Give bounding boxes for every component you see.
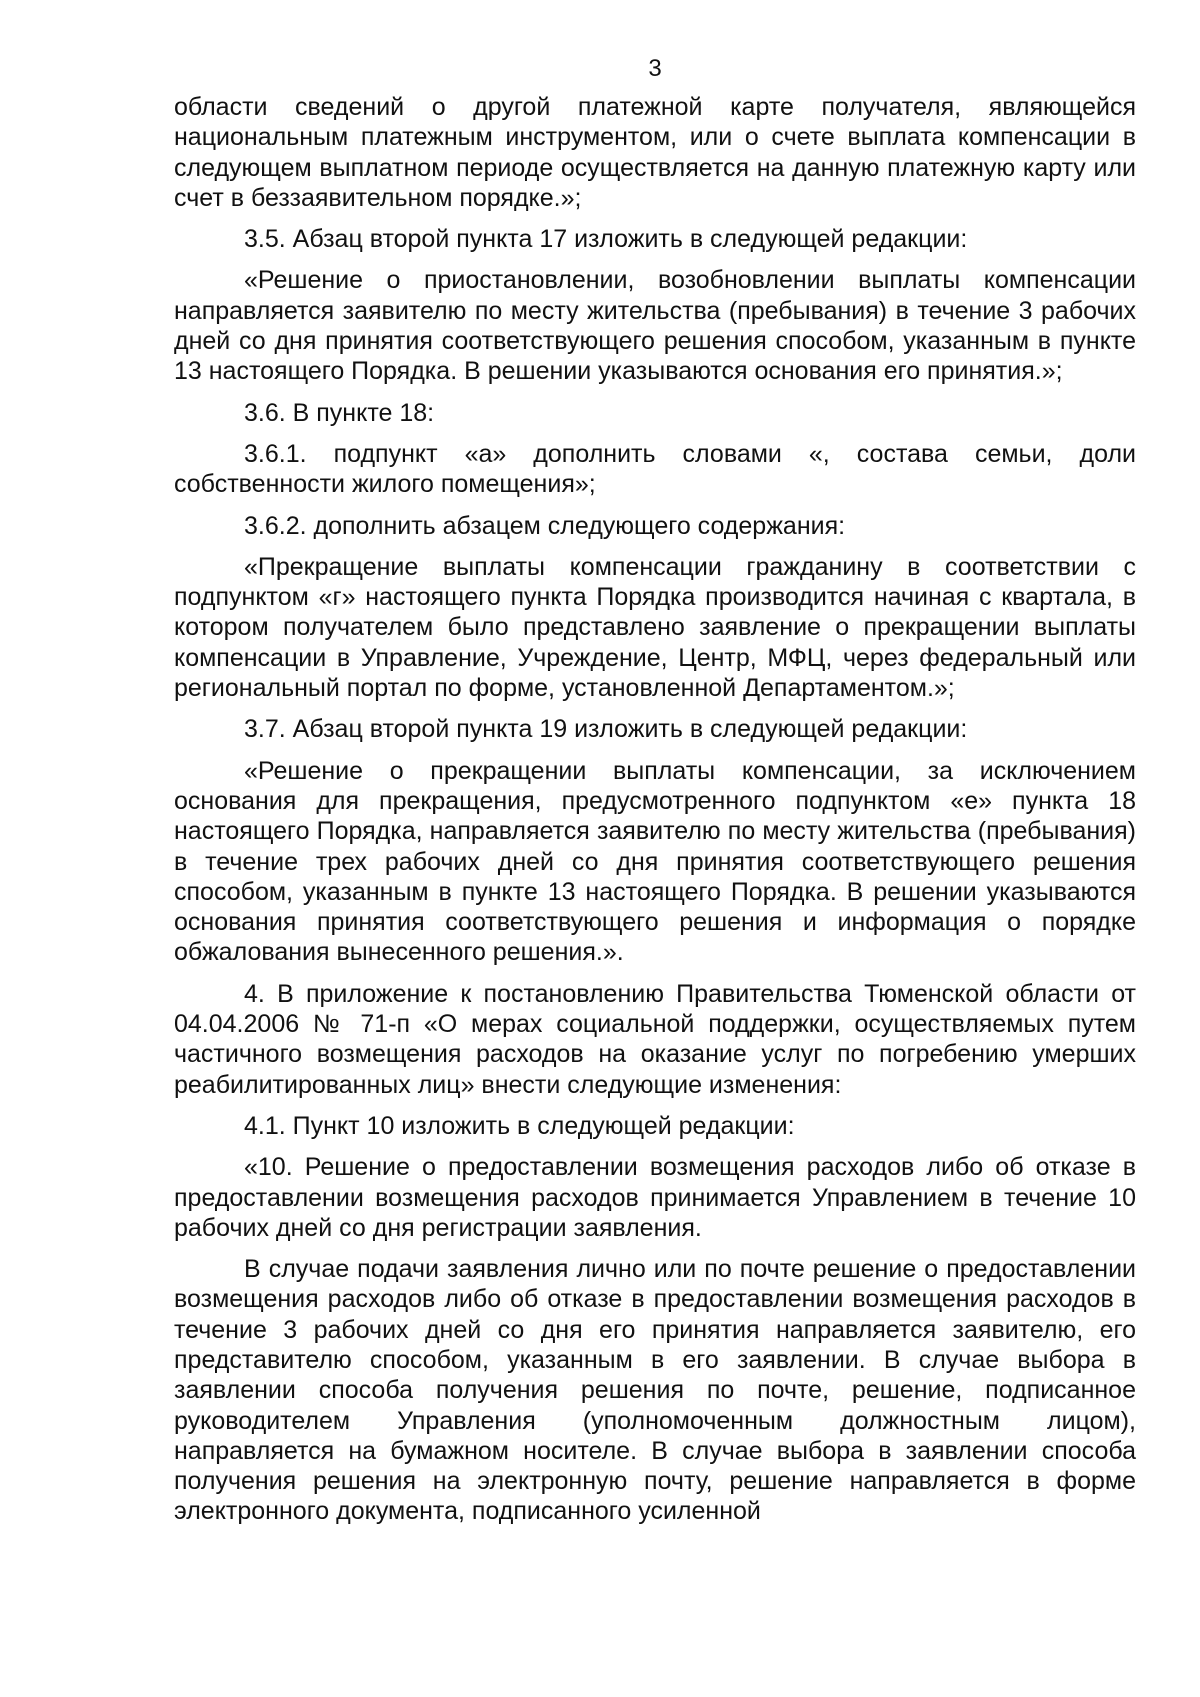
paragraph-item-3-5: 3.5. Абзац второй пункта 17 изложить в следующей редакции: [244,225,968,254]
document-page [174,54,1136,1538]
paragraph-quote-3-6-2: «Прекращение выплаты компенсации гражданину в соответствии с подпунктом «г» настоящего пункта Порядка производится начиная с квартала, в котором получателем было представлено заявление о прекращении выплаты компенсации в Управление, Учреждение, Центр, МФЦ, через федеральный или региональный портал по форме, установленной Департаментом.»; [174,552,1136,703]
paragraph-item-4-1: 4.1. Пункт 10 изложить в следующей редакции: [244,1111,795,1140]
paragraph-item-3-6-2: 3.6.2. дополнить абзацем следующего содержания: [244,511,846,540]
paragraph-item-4: 4. В приложение к постановлению Правительства Тюменской области от 04.04.2006 № 71-п «О мерах социальной поддержки, осуществляемых путем частичного возмещения расходов на оказание услуг по погребению умерших реабилитированных лиц» внести следующие изменения: [174,979,1136,1099]
paragraph-item-3-7: 3.7. Абзац второй пункта 19 изложить в следующей редакции: [244,715,968,744]
paragraph-quote-3-5: «Решение о приостановлении, возобновлении выплаты компенсации направляется заявителю по месту жительства (пребывания) в течение 3 рабочих дней со дня принятия соответствующего решения способом, указанным в пункте 13 настоящего Порядка. В решении указываются основания его принятия.»; [174,266,1136,386]
paragraph-quote-10: «10. Решение о предоставлении возмещения расходов либо об отказе в предоставлении возмещения расходов принимается Управлением в течение 10 рабочих дней со дня регистрации заявления. [174,1153,1136,1242]
paragraph-item-3-6: 3.6. В пункте 18: [244,398,435,427]
paragraph-continuation: области сведений о другой платежной карте получателя, являющейся национальным платежным инструментом, или о счете выплата компенсации в следующем выплатном периоде осуществляется на данную платежную карту или счет в беззаявительном порядке.»; [174,93,1136,212]
paragraph-quote-3-7: «Решение о прекращении выплаты компенсации, за исключением основания для прекращения, предусмотренного подпунктом «е» пункта 18 настоящего Порядка, направляется заявителю по месту жительства (пребывания) в течение трех рабочих дней со дня принятия соответствующего решения способом, указанным в пункте 13 настоящего Порядка. В решении указываются основания принятия соответствующего решения и информация о порядке обжалования вынесенного решения.». [174,756,1136,967]
paragraph-quote-10-cont: В случае подачи заявления лично или по почте решение о предоставлении возмещения расходов либо об отказе в предоставлении возмещения расходов в течение 3 рабочих дней со дня его принятия направляется заявителю, его представителю способом, указанным в его заявлении. В случае выбора в заявлении способа получения решения по почте, решение, подписанное руководителем Управления (уполномоченным должностным лицом), направляется на бумажном носителе. В случае выбора в заявлении способа получения решения на электронную почту, решение направляется в форме электронного документа, подписанного усиленной [174,1255,1136,1526]
page-number: 3 [648,55,662,82]
paragraph-item-3-6-1: 3.6.1. подпункт «а» дополнить словами «, состава семьи, доли собственности жилого помещения»; [174,439,1136,499]
